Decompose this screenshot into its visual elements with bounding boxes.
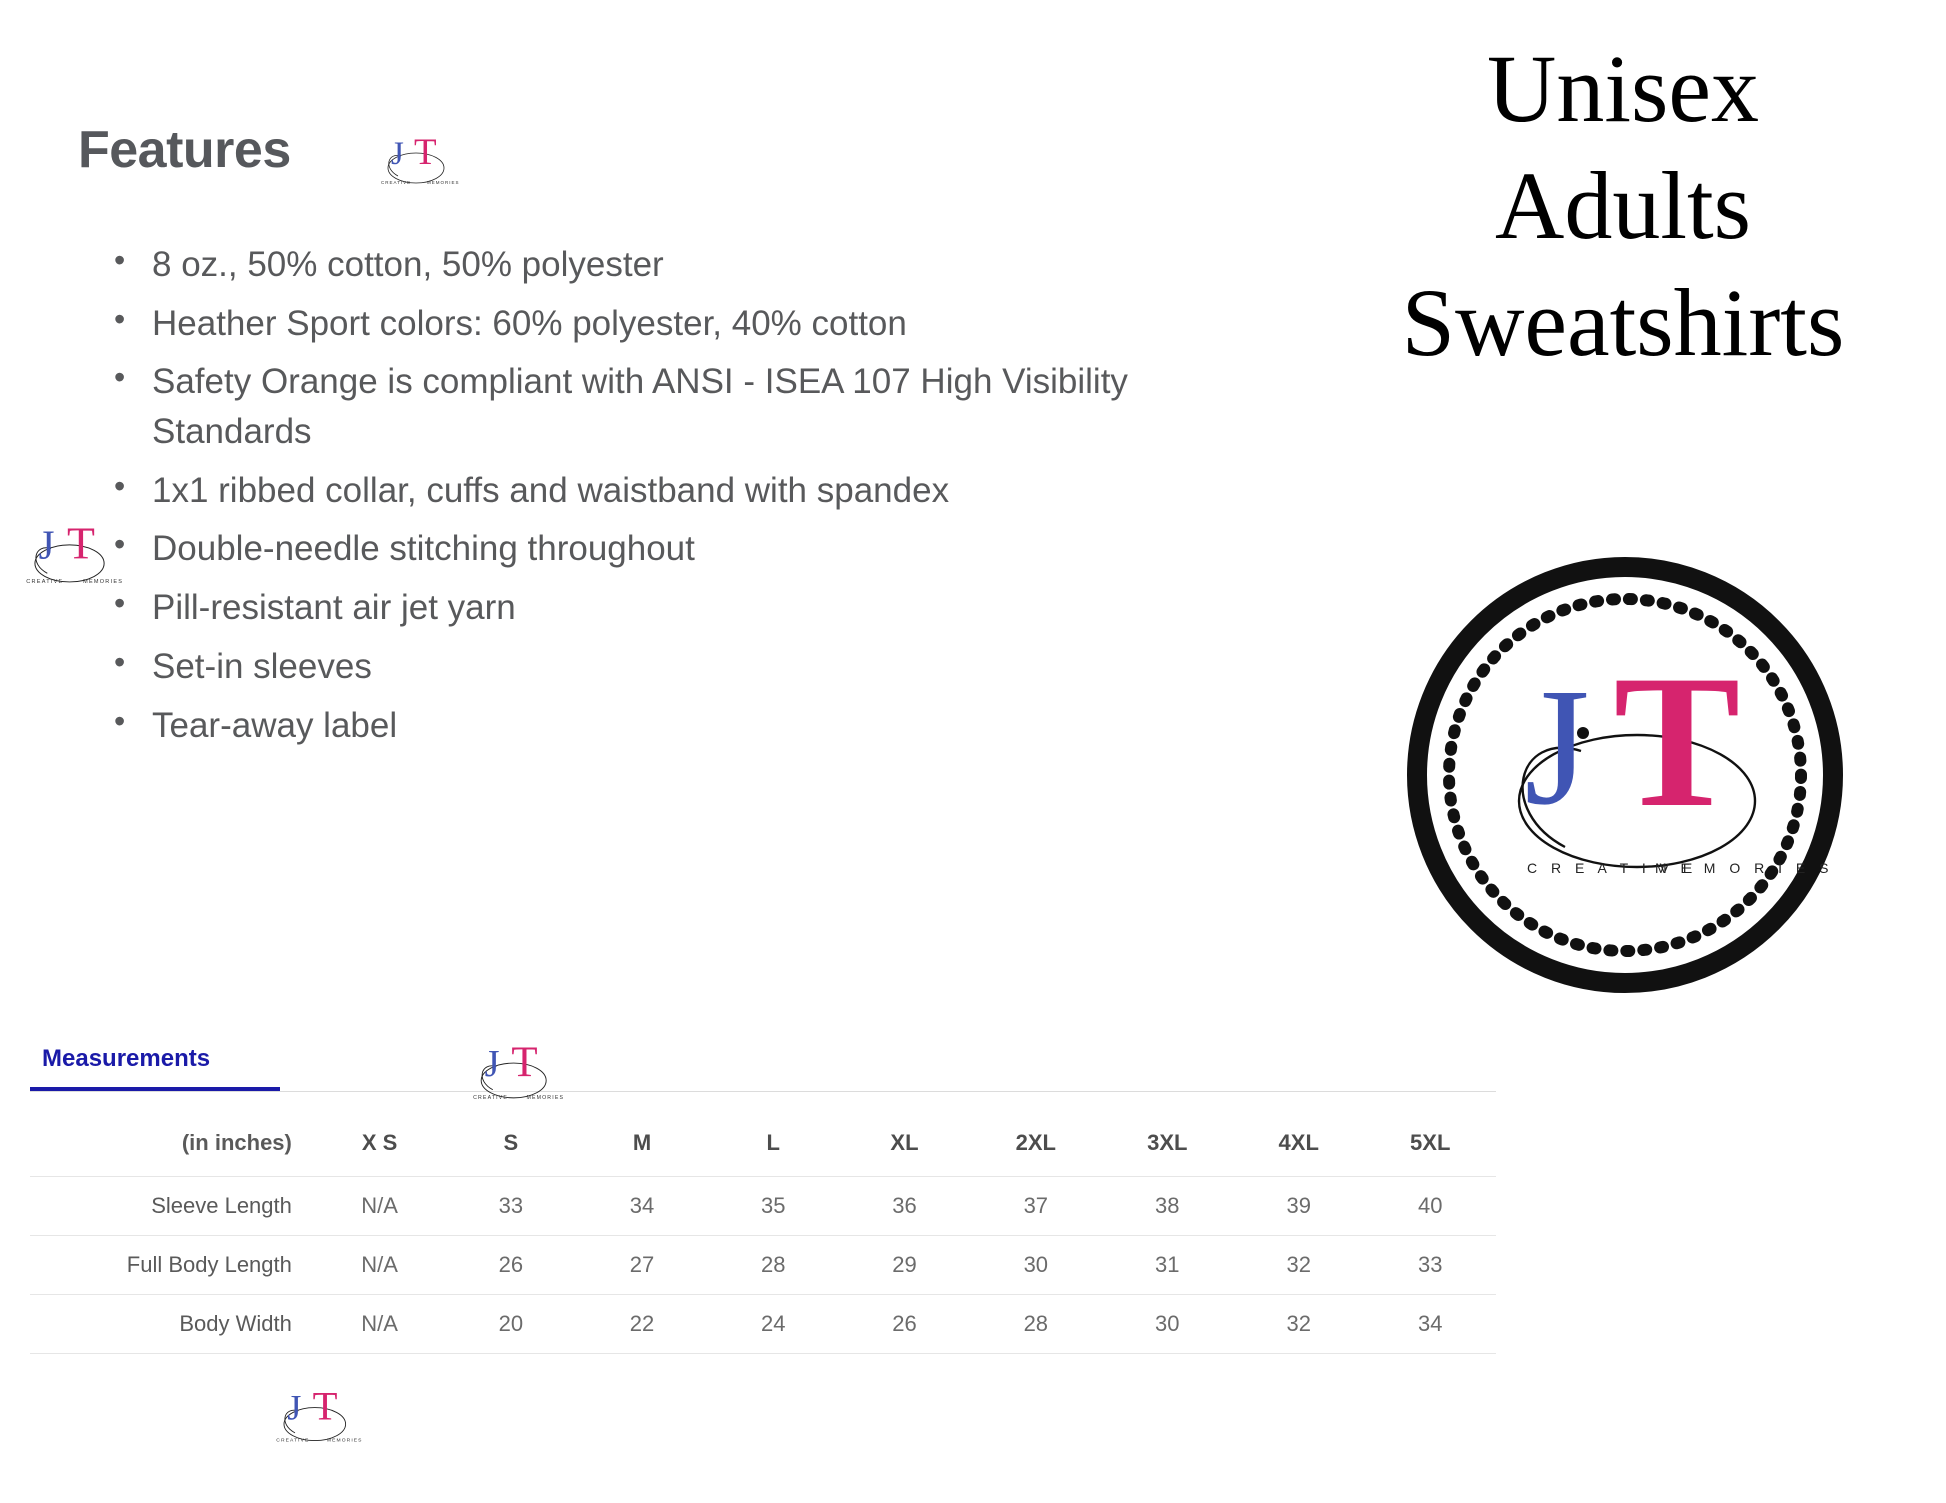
list-item: • Heather Sport colors: 60% polyester, 40% cotton: [108, 299, 1128, 349]
brand-logo: [1405, 555, 1845, 995]
list-item: • Set-in sleeves: [108, 642, 1128, 692]
column-header: S: [503, 1130, 519, 1155]
svg-text:M E M O R I E S: M E M O R I E S: [1655, 860, 1834, 876]
cell: 30: [1155, 1311, 1180, 1336]
table-row: [30, 1236, 1496, 1295]
brand-watermark-icon: [458, 1034, 574, 1113]
list-item: • Safety Orange is compliant with ANSI - ISEA 107 High Visibility Standards: [108, 357, 1128, 456]
cell: 40: [1417, 1193, 1443, 1218]
list-item: • Tear-away label: [108, 701, 1128, 751]
column-header: M: [632, 1130, 652, 1155]
column-header: 2XL: [1015, 1130, 1056, 1155]
cell: 33: [1417, 1252, 1443, 1277]
row-label: Body Width: [179, 1311, 292, 1336]
svg-text:J: J: [1524, 654, 1590, 840]
table-row: [30, 1177, 1496, 1236]
page-title-line: Unisex: [1487, 35, 1759, 142]
svg-text:MEMORIES: MEMORIES: [427, 180, 460, 185]
list-item: • Double-needle stitching throughout: [108, 524, 1128, 574]
svg-text:T: T: [312, 1383, 338, 1429]
svg-text:CREATIVE: CREATIVE: [381, 180, 412, 185]
cell: 33: [498, 1193, 524, 1218]
row-label: Full Body Length: [126, 1252, 292, 1277]
row-label: Sleeve Length: [151, 1193, 292, 1218]
cell: N/A: [361, 1252, 398, 1277]
cell: 20: [498, 1311, 524, 1336]
cell: 26: [498, 1252, 524, 1277]
cell: 32: [1286, 1252, 1311, 1277]
cell: 35: [760, 1193, 786, 1218]
cell: 32: [1286, 1311, 1311, 1336]
cell: 22: [629, 1311, 655, 1336]
cell: N/A: [361, 1311, 398, 1336]
column-header: XL: [890, 1130, 919, 1155]
cell: 29: [892, 1252, 917, 1277]
column-header: X S: [361, 1130, 398, 1155]
svg-text:CREATIVE: CREATIVE: [276, 1438, 310, 1444]
column-header: (in inches): [181, 1130, 292, 1155]
cell: 37: [1023, 1193, 1049, 1218]
brand-watermark-icon: [262, 1380, 372, 1455]
column-header: 4XL: [1278, 1130, 1319, 1155]
column-header: 5XL: [1410, 1130, 1451, 1155]
page-title-line: Sweatshirts: [1401, 269, 1845, 377]
svg-text:MEMORIES: MEMORIES: [83, 579, 124, 586]
column-header: L: [766, 1130, 780, 1155]
list-item: • 1x1 ribbed collar, cuffs and waistband with spandex: [108, 466, 1128, 516]
cell: 31: [1155, 1252, 1180, 1277]
cell: 38: [1155, 1193, 1180, 1218]
cell: 34: [1417, 1311, 1443, 1336]
svg-text:T: T: [67, 517, 95, 569]
cell: 36: [892, 1193, 917, 1218]
right-content-column: [1300, 0, 1946, 1503]
cell: 28: [1023, 1311, 1049, 1336]
svg-text:J: J: [38, 522, 55, 568]
cell: 24: [760, 1311, 786, 1336]
svg-text:J: J: [484, 1042, 500, 1085]
svg-text:T: T: [414, 132, 437, 173]
features-heading: Features: [78, 121, 291, 179]
svg-text:CREATIVE: CREATIVE: [26, 579, 64, 586]
table-header-row: [30, 1114, 1496, 1177]
svg-text:J: J: [391, 136, 404, 172]
svg-text:T: T: [511, 1038, 538, 1086]
svg-text:C R E A T I V E: C R E A T I V E: [1527, 860, 1698, 876]
brand-watermark-icon: [368, 128, 468, 196]
svg-text:J: J: [287, 1387, 302, 1428]
cell: 26: [892, 1311, 917, 1336]
list-item: • 8 oz., 50% cotton, 50% polyester: [108, 240, 1128, 290]
cell: 39: [1286, 1193, 1311, 1218]
svg-text:MEMORIES: MEMORIES: [526, 1095, 565, 1102]
page-title-line: Adults: [1494, 152, 1752, 260]
cell: 27: [629, 1252, 655, 1277]
cell: 30: [1023, 1252, 1049, 1277]
measurements-table: [30, 1114, 1496, 1354]
svg-text:MEMORIES: MEMORIES: [326, 1438, 363, 1444]
measurements-section: [30, 1042, 1500, 1354]
cell: 28: [760, 1252, 786, 1277]
column-header: 3XL: [1147, 1130, 1188, 1155]
divider: [30, 1091, 1496, 1092]
measurements-title: Measurements: [42, 1045, 211, 1072]
list-item: • Pill-resistant air jet yarn: [108, 583, 1128, 633]
page-title: [1300, 30, 1946, 381]
cell: N/A: [361, 1193, 398, 1218]
svg-text:CREATIVE: CREATIVE: [473, 1095, 509, 1102]
features-list: [108, 240, 1128, 759]
svg-text:T: T: [1613, 637, 1741, 847]
table-row: [30, 1295, 1496, 1354]
cell: 34: [629, 1193, 655, 1218]
